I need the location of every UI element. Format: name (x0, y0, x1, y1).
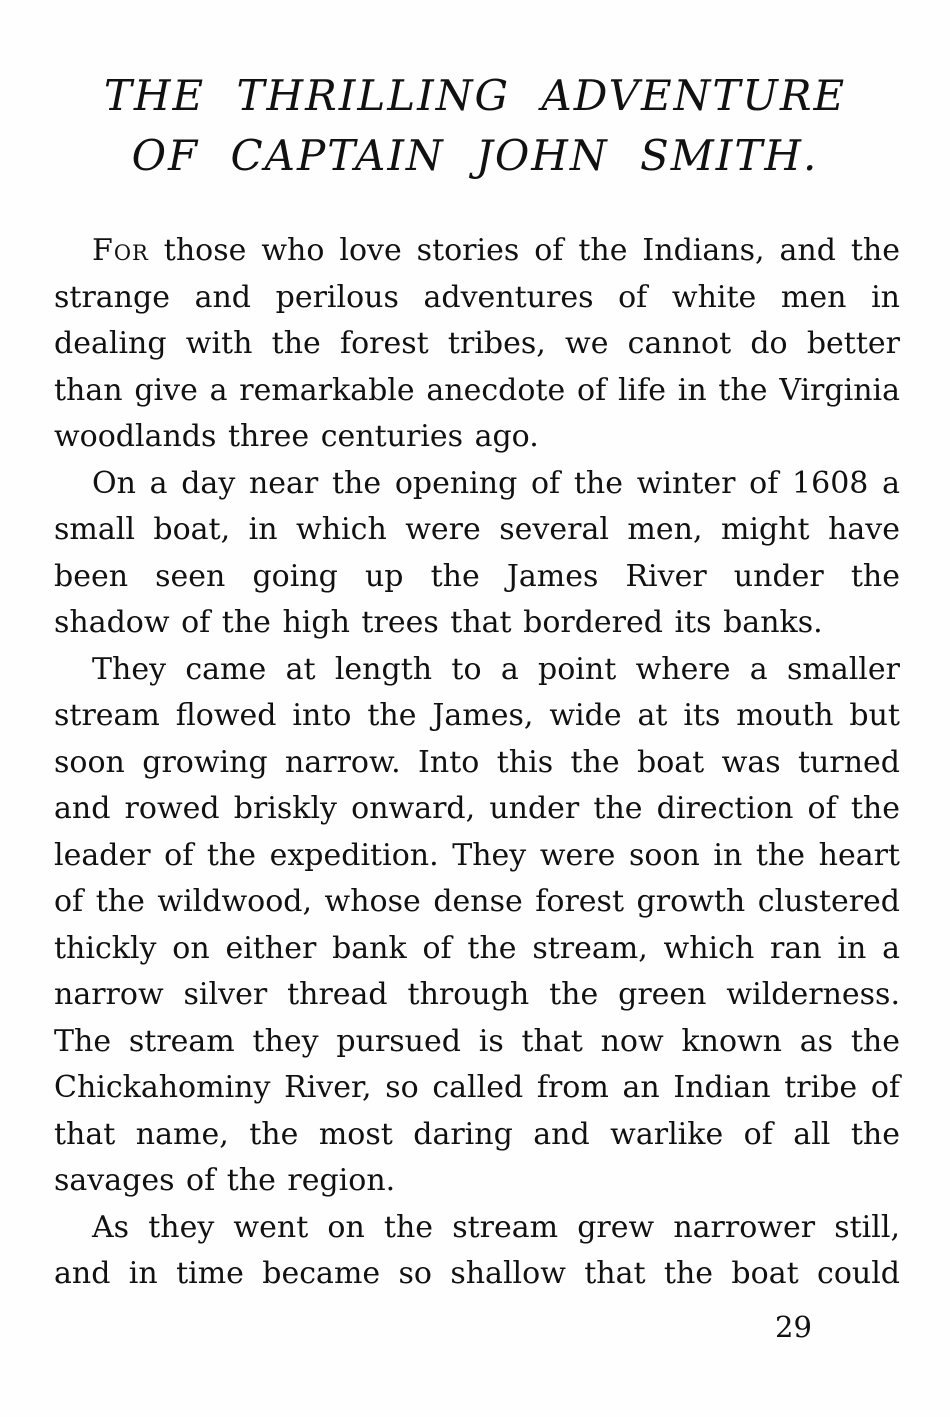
paragraph: They came at length to a point where a smaller stream flowed into the James, wide at its mouth but soon growing narrow. Into this the boat was turned and rowed briskly onward, under the direction of the leader of the expedition. They were soon in the heart of the wildwood, whose dense forest growth clustered thickly on either bank of the stream, which ran in a narrow silver thread through the green wilderness. The stream they pursued is that now known as the Chickahominy River, so called from an Indian tribe of that name, the most daring and warlike of all the savages of the region. (54, 651, 900, 1198)
paragraph: As they went on the stream grew narrower still, and in time became so shallow that the boat could (54, 1209, 900, 1291)
page-number: 29 (775, 1310, 812, 1344)
paragraph-lead-word: For (92, 233, 149, 268)
paragraph: On a day near the opening of the winter of 1608 a small boat, in which were several men, might have been seen going up the James River under the shadow of the high trees that bordered its banks. (54, 465, 900, 640)
title-line-1: THE THRILLING ADVENTURE (103, 71, 847, 120)
paragraph: For those who love stories of the Indians, and the strange and perilous adventures of white men in dealing with the forest tribes, we cannot do better than give a remarkable anecdote of life in the Virginia woodlands three centuries ago. (54, 233, 900, 454)
body-text (54, 228, 900, 1298)
title-line-2: OF CAPTAIN JOHN SMITH. (131, 131, 819, 180)
page-title (40, 66, 910, 186)
